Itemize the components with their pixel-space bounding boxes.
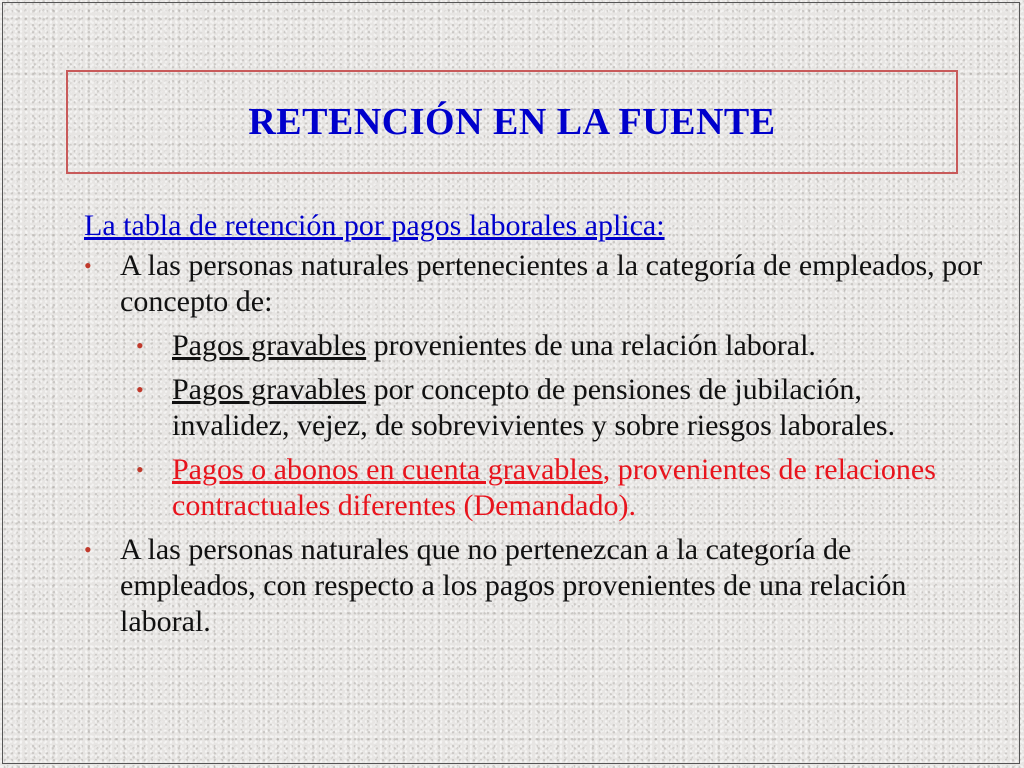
bullet-icon: •: [84, 253, 92, 278]
list-subitem-highlighted: [84, 452, 984, 524]
list-item-text: , provenientes de relaciones contractuales diferentes (Demandado).: [172, 453, 936, 522]
list-item-text: A las personas naturales pertenecientes a la categoría de empleados, por concepto de:: [120, 249, 983, 318]
list-item: [84, 248, 984, 320]
list-subitem: [84, 328, 984, 364]
slide-content: [84, 208, 984, 648]
bullet-icon: •: [136, 377, 144, 402]
underlined-term: Pagos o abonos en cuenta gravables: [172, 453, 603, 486]
list-item: [84, 532, 984, 640]
intro-heading: La tabla de retención por pagos laborales aplica:: [84, 209, 665, 242]
title-box: [66, 70, 958, 174]
list-item-text: A las personas naturales que no pertenezcan a la categoría de empleados, con respecto a los pagos provenientes de una relación laboral.: [120, 533, 907, 638]
bullet-icon: •: [136, 457, 144, 482]
underlined-term: Pagos gravables: [172, 373, 367, 406]
list-subitem: [84, 372, 984, 444]
underlined-term: Pagos gravables: [172, 329, 367, 362]
bullet-icon: •: [84, 537, 92, 562]
list-item-text: por concepto de pensiones de jubilación, invalidez, vejez, de sobrevivientes y sobre riesgos laborales.: [172, 373, 896, 442]
list-item-text: provenientes de una relación laboral.: [366, 329, 816, 362]
bullet-icon: •: [136, 333, 144, 358]
slide-title: RETENCIÓN EN LA FUENTE: [248, 101, 776, 143]
